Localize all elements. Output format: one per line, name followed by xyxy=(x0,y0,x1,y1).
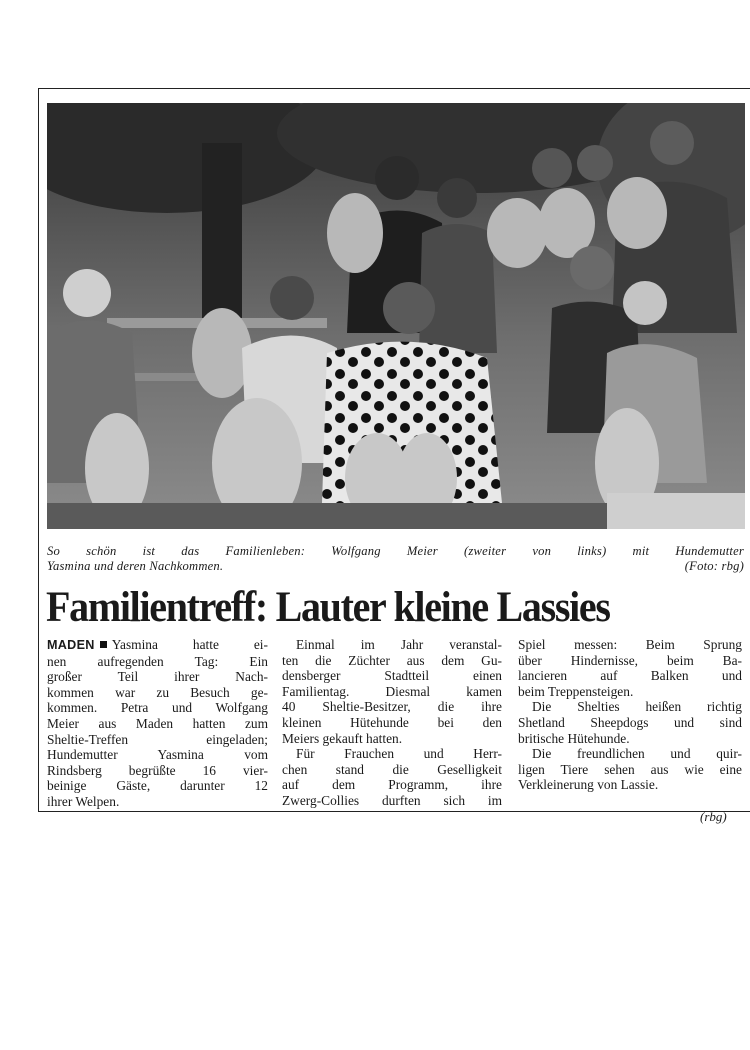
photo-illustration xyxy=(47,103,745,529)
article-line: nen aufregenden Tag: Ein xyxy=(47,653,268,669)
article-line: Meiers gekauft hatten. xyxy=(282,730,403,746)
article-line: beinige Gäste, darunter 12 xyxy=(47,778,268,794)
article-line: chen stand die Geselligkeit xyxy=(282,761,502,777)
article-line: Für Frauchen und Herr- xyxy=(296,746,502,762)
article-column-3 xyxy=(518,637,742,793)
group-photo-with-dogs xyxy=(47,103,745,529)
article-line: über Hindernisse, beim Ba- xyxy=(518,652,742,668)
article-line: Spiel messen: Beim Sprung xyxy=(518,637,742,652)
article-line: kommen. Petra und Wolfgang xyxy=(47,700,268,716)
caption-line-1: So schön ist das Familienleben: Wolfgang Meier (zweiter von links) mit Hundemutter xyxy=(47,544,744,558)
article-line: Sheltie-Treffen eingeladen; xyxy=(47,731,268,747)
article-line: beim Treppensteigen. xyxy=(518,683,634,699)
article-line: Die freundlichen und quir- xyxy=(532,746,742,762)
article-line: Shetland Sheepdogs und sind xyxy=(518,714,742,730)
caption-line-2-text: Yasmina und deren Nachkommen. xyxy=(47,559,224,573)
article-line: Hundemutter Yasmina vom xyxy=(47,747,268,763)
square-bullet-icon xyxy=(100,641,107,648)
article-line: Die Shelties heißen richtig xyxy=(532,699,742,715)
article-line: kommen war zu Besuch ge- xyxy=(47,684,268,700)
article-line: lancieren auf Balken und xyxy=(518,668,742,684)
article-line: ten die Züchter aus dem Gu- xyxy=(282,652,502,668)
dateline: MADEN xyxy=(47,638,95,652)
author-signature: (rbg) xyxy=(700,809,727,824)
photo-credit: (Foto: rbg) xyxy=(684,559,744,573)
article-line: densberger Stadtteil einen xyxy=(282,668,502,684)
article-line: ligen Tiere sehen aus wie eine xyxy=(518,761,742,777)
article-line: Verkleinerung von Lassie. xyxy=(518,777,659,793)
article-line: Rindsberg begrüßte 16 vier- xyxy=(47,762,268,778)
article-line: Yasmina hatte ei- xyxy=(111,637,268,652)
photo-caption xyxy=(47,544,744,574)
article-line: britische Hütehunde. xyxy=(518,730,630,746)
article-line: Familientag. Diesmal kamen xyxy=(282,683,502,699)
headline: Familientreff: Lauter kleine Lassies xyxy=(46,584,610,631)
article-column-1 xyxy=(47,637,268,810)
caption-line-2 xyxy=(47,559,744,574)
article-line: großer Teil ihrer Nach- xyxy=(47,669,268,685)
article-line: kleinen Hütehunde bei den xyxy=(282,714,502,730)
article-line: ihrer Welpen. xyxy=(47,793,120,809)
article-line: Zwerg-Collies durften sich im xyxy=(282,792,502,808)
article-line: Einmal im Jahr veranstal- xyxy=(296,637,502,652)
article-line: 40 Sheltie-Besitzer, die ihre xyxy=(282,699,502,715)
article-line: auf dem Programm, ihre xyxy=(282,777,502,793)
article-line: Meier aus Maden hatten zum xyxy=(47,715,268,731)
article-column-2 xyxy=(282,637,502,809)
